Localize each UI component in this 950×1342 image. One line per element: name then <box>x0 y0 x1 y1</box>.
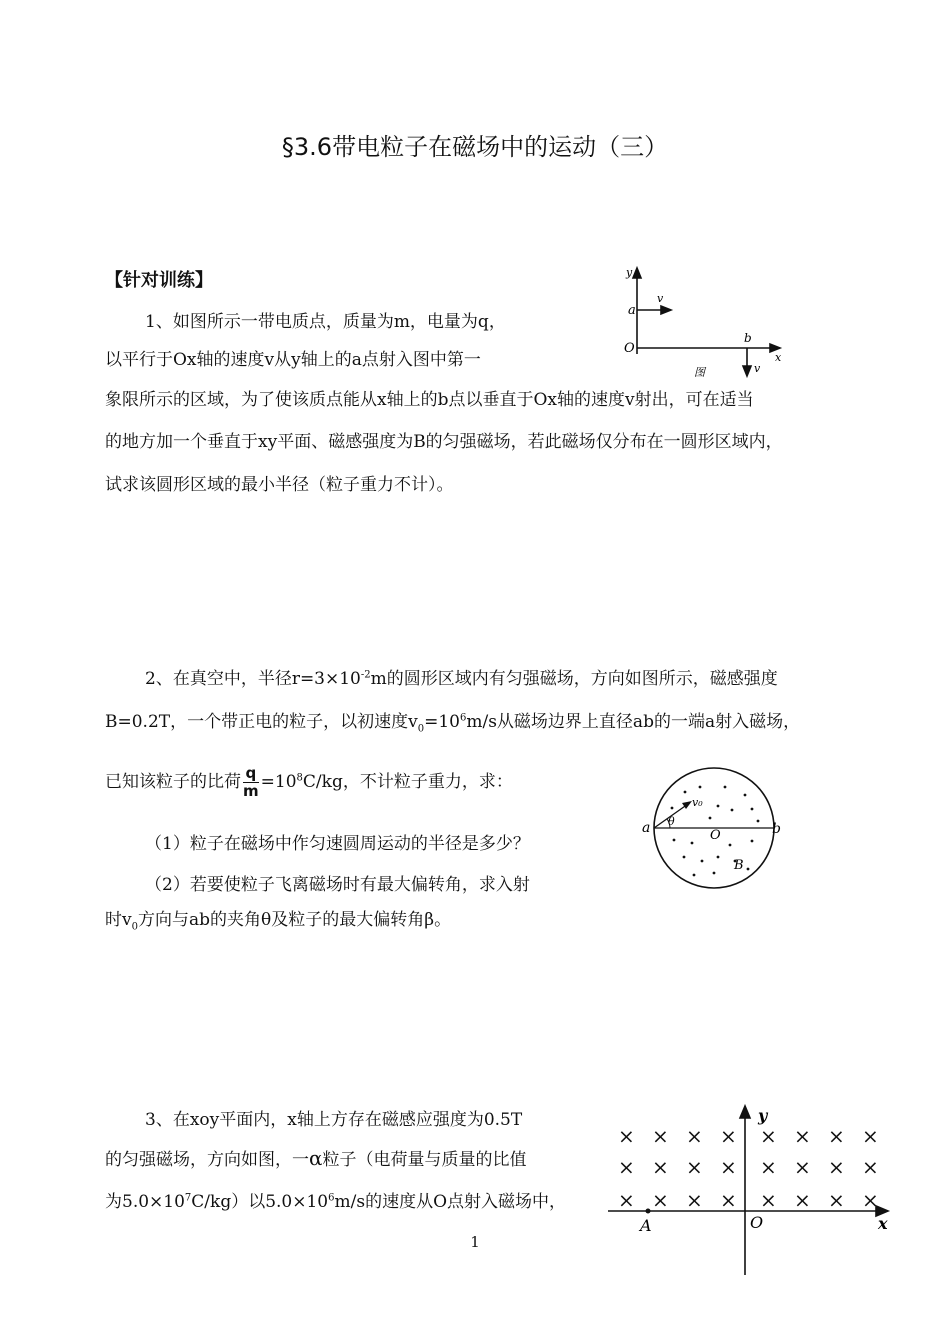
fig2-o-label: O <box>710 828 721 843</box>
problem2-question1: （1）粒子在磁场中作匀速圆周运动的半径是多少？ <box>145 834 530 854</box>
fig1-o-label: O <box>624 341 635 356</box>
fig3-a-label: A <box>640 1216 652 1235</box>
problem2-figure <box>640 765 790 895</box>
field-cross: × <box>720 1124 737 1148</box>
problem1-line1: 1、如图所示一带电质点，质量为m，电量为q， <box>145 312 506 332</box>
field-cross: × <box>794 1124 811 1148</box>
field-cross: × <box>862 1124 879 1148</box>
field-cross: × <box>720 1155 737 1179</box>
field-cross: × <box>828 1188 845 1212</box>
field-cross: × <box>862 1155 879 1179</box>
field-cross: × <box>686 1188 703 1212</box>
field-cross: × <box>828 1124 845 1148</box>
fig1-x-label: x <box>775 351 782 364</box>
field-cross: × <box>720 1188 737 1212</box>
fig3-o-label: O <box>750 1213 764 1232</box>
field-cross: × <box>652 1155 669 1179</box>
problem3-line1: 3、在xoy平面内，x轴上方存在磁感应强度为0.5T <box>145 1110 523 1130</box>
fig1-v-top-label: v <box>657 292 664 305</box>
problem1-line3: 象限所示的区域，为了使该质点能从x轴上的b点以垂直于Ox轴的速度v射出，可在适当 <box>105 390 754 410</box>
charge-mass-fraction: $\frac{q}{m}$ <box>243 764 259 800</box>
point-a <box>646 1209 651 1214</box>
field-cross: × <box>652 1124 669 1148</box>
fig3-y-label: y <box>758 1106 768 1125</box>
section-heading: 【针对训练】 <box>105 270 213 291</box>
problem3-line3: 为$5.0\times 10^7C/kg$）以$5.0\times 10^6m/s$的速度从O点射入磁场中， <box>105 1192 567 1212</box>
problem1-line5: 试求该圆形区域的最小半径（粒子重力不计）。 <box>105 475 454 495</box>
field-cross: × <box>760 1188 777 1212</box>
fig1-y-label: y <box>626 266 633 279</box>
problem3-figure <box>600 1100 900 1280</box>
field-cross: × <box>618 1124 635 1148</box>
problem1-figure <box>615 262 795 382</box>
problem1-line2: 以平行于Ox轴的速度v从y轴上的a点射入图中第一 <box>105 350 481 370</box>
problem2-line2: B=0.2T，一个带正电的粒子，以初速度$v_0=10^6m/s$从磁场边界上直径ab的一端a射入磁场， <box>105 712 801 735</box>
field-cross: × <box>760 1124 777 1148</box>
problem2-question2-line2: 时$v_0$方向与ab的夹角θ及粒子的最大偏转角β。 <box>105 910 452 933</box>
fig3-x-label: x <box>878 1214 888 1233</box>
field-cross: × <box>652 1188 669 1212</box>
field-cross: × <box>618 1155 635 1179</box>
fig1-a-label: a <box>628 303 636 318</box>
field-cross: × <box>794 1155 811 1179</box>
problem2-line1: 2、在真空中，半径$r=3\times 10^{-2}m$的圆形区域内有匀强磁场，方向如图所示，磁感强度 <box>145 669 778 689</box>
fig2-v0-label: v₀ <box>692 796 703 809</box>
problem2-question2-line1: （2）若要使粒子飞离磁场时有最大偏转角，求入射 <box>145 875 530 895</box>
fig2-theta-label: θ <box>668 815 675 828</box>
fig1-v-down-label: v <box>754 362 761 375</box>
field-cross: × <box>760 1155 777 1179</box>
page-title: §3.6带电粒子在磁场中的运动（三） <box>281 133 669 161</box>
field-cross: × <box>686 1124 703 1148</box>
field-cross: × <box>828 1155 845 1179</box>
problem3-line2: 的匀强磁场，方向如图，一α粒子（电荷量与质量的比值 <box>105 1146 527 1170</box>
field-cross: × <box>686 1155 703 1179</box>
fig1-caption: 图 <box>694 366 705 379</box>
field-cross: × <box>794 1188 811 1212</box>
fig1-b-label: b <box>744 331 752 345</box>
page-number: 1 <box>470 1233 480 1251</box>
problem2-line3: 已知该粒子的比荷 $\frac{q}{m}$ $=10^8C/kg$，不计粒子重力，求： <box>105 764 513 800</box>
field-cross: × <box>618 1188 635 1212</box>
fig2-a-label: a <box>642 820 651 836</box>
fig2-b-field-label: B <box>734 858 744 873</box>
fig2-b-label: b <box>772 821 781 837</box>
field-crosses <box>618 1124 879 1212</box>
problem1-line4: 的地方加一个垂直于xy平面、磁感强度为B的匀强磁场，若此磁场仅分布在一圆形区域内， <box>105 432 783 452</box>
field-cross: × <box>862 1188 879 1212</box>
